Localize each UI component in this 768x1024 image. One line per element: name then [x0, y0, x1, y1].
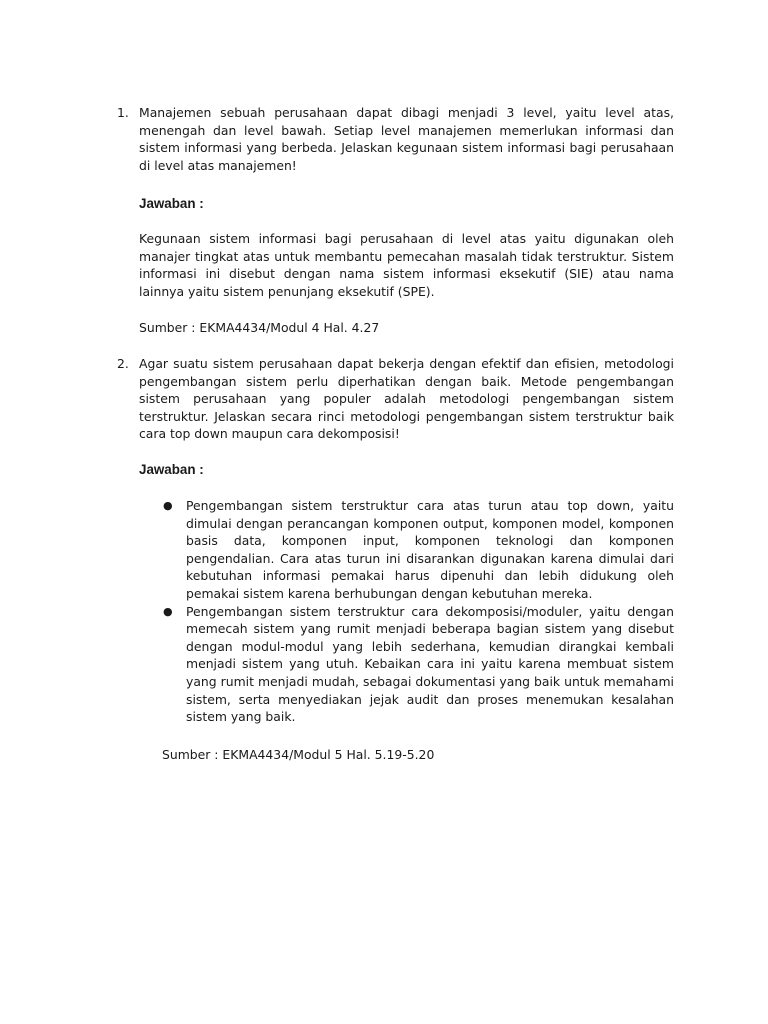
answer-bullet-list	[162, 497, 674, 726]
source-citation: Sumber : EKMA4434/Modul 5 Hal. 5.19-5.20	[162, 747, 435, 762]
question-number: 1.	[117, 105, 129, 120]
bullet-text: Pengembangan sistem terstruktur cara dekomposisi/moduler, yaitu dengan memecah sistem yang rumit menjadi beberapa bagian sistem yang disebut dengan modul-modul yang lebih sederhana, kemudian dirangkai kembali menjadi sistem yang utuh. Kebaikan cara ini yaitu karena membuat sistem yang rumit menjadi mudah, sebagai dokumentasi yang baik untuk memahami sistem, serta menyediakan jejak audit dan proses menemukan kesalahan sistem yang baik.	[186, 603, 674, 725]
question-2	[117, 355, 674, 443]
list-item	[162, 603, 674, 726]
bullet-icon: ●	[163, 604, 173, 618]
answer-label: Jawaban :	[139, 196, 204, 211]
bullet-icon: ●	[163, 499, 173, 512]
question-text: Agar suatu sistem perusahaan dapat bekerja dengan efektif dan efisien, metodologi pengembangan sistem perlu diperhatikan dengan baik. Metode pengembangan sistem perusahaan yang populer adalah metodologi pengembangan sistem terstruktur. Jelaskan secara rinci metodologi pengembangan sistem terstruktur baik cara top down maupun cara dekomposisi!	[139, 356, 674, 442]
answer-label: Jawaban :	[139, 462, 204, 477]
answer-paragraph: Kegunaan sistem informasi bagi perusahaan di level atas yaitu digunakan oleh manajer tingkat atas untuk membantu pemecahan masalah tidak terstruktur. Sistem informasi ini disebut dengan nama sistem informasi eksekutif (SIE) atau nama lainnya yaitu sistem penunjang eksekutif (SPE).	[139, 231, 674, 299]
bullet-text: Pengembangan sistem terstruktur cara atas turun atau top down, yaitu dimulai dengan perancangan komponen output, komponen model, komponen basis data, komponen input, komponen teknologi dan komponen pengendalian. Cara atas turun ini disarankan digunakan karena dimulai dari kebutuhan informasi pemakai harus dipenuhi dan lebih didukung oleh pemakai sistem karena berhubungan dengan kebutuhan mereka.	[186, 498, 674, 601]
question-text: Manajemen sebuah perusahaan dapat dibagi menjadi 3 level, yaitu level atas, menengah dan level bawah. Setiap level manajemen memerlukan informasi dan sistem informasi yang berbeda. Jelaskan kegunaan sistem informasi bagi perusahaan di level atas manajemen!	[139, 105, 674, 173]
list-item	[162, 497, 674, 603]
question-number: 2.	[117, 356, 129, 371]
question-1	[117, 104, 674, 174]
source-citation: Sumber : EKMA4434/Modul 4 Hal. 4.27	[139, 320, 380, 335]
